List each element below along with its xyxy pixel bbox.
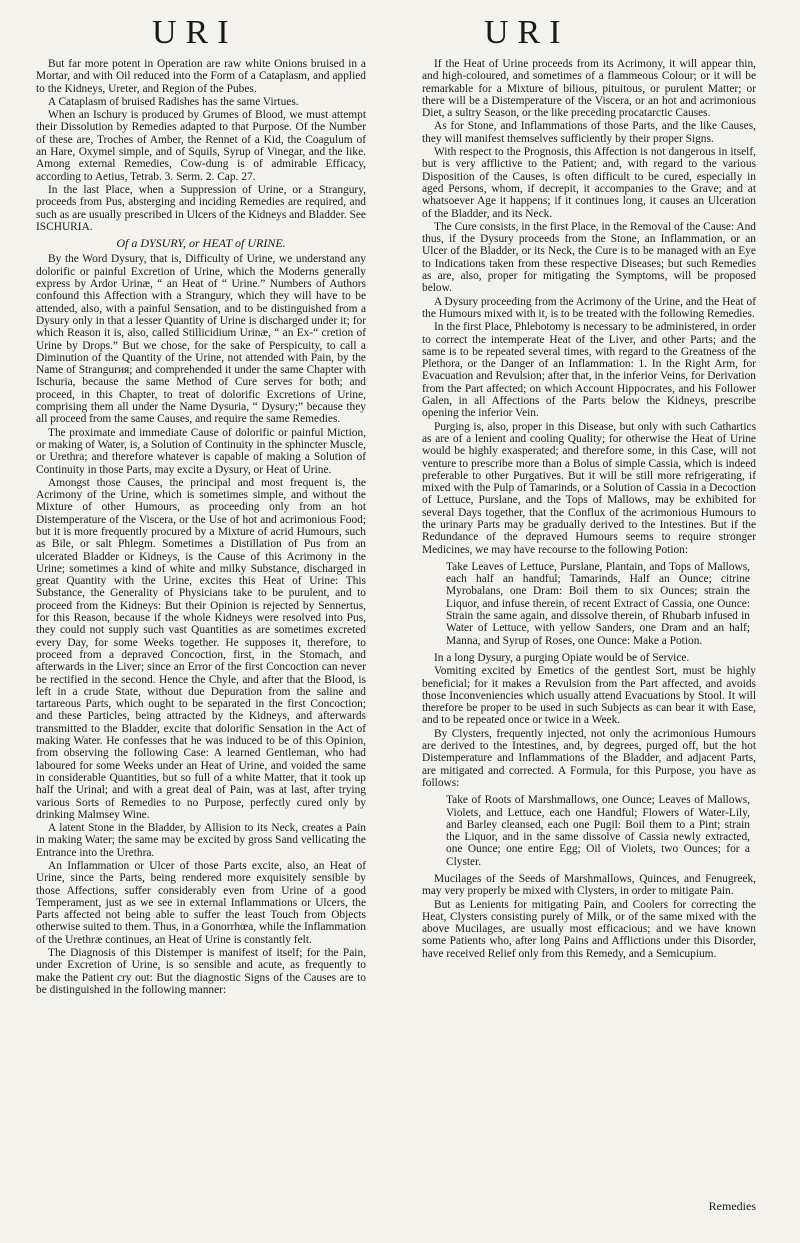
paragraph: A Cataplasm of bruised Radishes has the same Virtues. [48,95,299,108]
paragraph: By the Word Dysury, that is, Difficulty of Urine, we understand any dolorific or painful Excretion of Urine, which the Moderns generally express by Ardor Urinæ, “ an Heat of “ Urine.” Numbers of Authors confound this Affection with a Strangury, which they will have to be attended, also, with a painful Sensation, and to be distinguished from a Dysury only in that a lesser Quantity of Urine is discharged under it; for which Reason it is, also, called Stillicidium Urinæ, “ an Ex-“ cretion of Urine by Drops.” But we chose, for the sake of Perspicuity, to call a Diminution of the Quantity of the Urine, not attended with Pain, by the Name of Strangurия; and comprehended it under the same Chapter with Ischuria, because the same Method of Cure serves for both; and proceed, in this Chapter, to treat of dolorific Excretions of Urine, comprising them all under the Name Dysuria, “ Dysury;” because they all proceed from the same Causes, and require the same Remedies. [36,253,366,426]
paragraph: But as Lenients for mitigating Pain, and Coolers for correcting the Heat, Clysters consisting purely of Milk, or of the same mixed with the above Mucilages, are usually most efficacious; and we have known some Patients who, after long Pains and Afflictions under this Disorder, have received Relief only from this Remedy, and a Semicupium. [422,898,756,960]
paragraph: Amongst those Causes, the principal and most frequent is, the Acrimony of the Urine, which is sometimes simple, and without the Mixture of other Humours, as proceeding only from an hot Distemperature of the Viscera, or the Use of hot and acrimonious Food; but it is more frequently procured by a Mixture of acrid Humours, such as Bile, or salt Phlegm. Sometimes a Distillation of Pus from an ulcerated Bladder or Kidneys, is the Cause of this Acrimony in the Urine; sometimes a kind of white and milky Substance, discharged in great Quantity with the Urine, excites this Heat of Urine: This Substance, the Generality of Physicians take to be purulent, and to proceed from the Kidneys: But their Opinion is rejected by Sennertus, for this Reason, because if the whole Kidneys were resolved into Pus, they could not supply such vast Quantities as are sometimes excreted every Day, for some Weeks together. He supposes it, therefore, to proceed from a depraved Concoction, first, in the Stomach, and afterwards in the Liver; since an Error of the first Concoction can never be rectified in the second. Hence the Chyle, and after that the Blood, is left in a crude State, without due Depuration from the saline and tartareous Parts, which ought to be separated in the first Concoction; and these Particles, being attracted by the Kidneys, and afterwards transmitted to the Bladder, excite that dolorific Sensation in the Act of making Water. He confesses that he was induced to be of this Opinion, from observing the following Case: A learned Gentleman, who had laboured for some Weeks under an Heat of Urine, and voided the same in considerable Quantities, but so full of a white Matter, that it took up half the Urinal; and with a great deal of Pain, was at last, after trying various Sorts of Remedies to no Purpose, perfectly cured only by drinking Malmsey Wine. [36,476,366,821]
prescription-block [432,561,750,647]
prescription-text: Take Leaves of Lettuce, Purslane, Plantain, and Tops of Mallows, each half an handful; Tamarinds, Half an Ounce; citrine Myrobalans, one Dram: Boil them to six Ounces; strain the Liquor, and infuse therein, of recent Extract of Cassia, one Ounce: Strain the same again, and dissolve therein, of Rhubarb infused in Water of Lettuce, with yellow Sanders, one Dram and an half; Manna, and Syrup of Roses, one Ounce: Make a Potion. [446,560,750,647]
paragraph: The Diagnosis of this Distemper is manifest of itself; for the Pain, under Excretion of Urine, is so sensible and acute, as frequently to make the Patient cry out: But the diagnostic Signs of the Causes are to be distinguished in the following manner: [36,947,366,996]
left-column [36,58,366,997]
paragraph: The Cure consists, in the first Place, in the Removal of the Cause: And thus, if the Dysury proceeds from the Stone, an Inflammation, or an Ulcer of the Bladder, or its Neck, the Cure is to be managed with an Eye to Indications taken from these respective Diseases; but such Remedies as are, also, proper for mitigating the Symptoms, will be proposed below. [422,220,756,295]
running-head-left: URI [152,14,238,51]
catchword: Remedies [708,1199,756,1213]
paragraph: As for Stone, and Inflammations of those Parts, and the like Causes, they will manifest themselves sufficiently by their proper Signs. [422,120,756,145]
right-column [422,58,756,961]
paragraph: In the last Place, when a Suppression of Urine, or a Strangury, proceeds from Pus, absterging and inciding Remedies are required, and such as are usually prescribed in Ulcers of the Kidneys and Bladder. See ISCHURIA. [36,183,366,233]
paragraph: In a long Dysury, a purging Opiate would be of Service. [434,651,690,664]
paragraph: By Clysters, frequently injected, not only the acrimonious Humours are derived to the Intestines, and, by degrees, purged off, but the hot Distemperature and Inflammations of the Bladder, and adjacent Parts, are mitigated and corrected. A Formula, for this Purpose, you have as follows: [422,727,756,789]
paragraph: Mucilages of the Seeds of Marshmallows, Quinces, and Fenugreek, may very properly be mixed with Clysters, in order to mitigate Pain. [422,873,756,898]
running-head [0,14,800,54]
paragraph: When an Ischury is produced by Grumes of Blood, we must attempt their Dissolution by Remedies adapted to that Purpose. Of the Number of these are, Troches of Amber, the Rennet of a Kid, the Coagulum of an Hare, Oxymel simple, and of Squils, Syrup of Vinegar, and the like. Among external Remedies, Cow-dung is of admirable Efficacy, according to Aetius, Tetrab. 3. Serm. 2. Cap. 27. [36,109,366,183]
running-head-right: URI [484,14,570,51]
section-heading: Of a DYSURY, or HEAT of URINE. [116,236,286,251]
prescription-text: Take of Roots of Marshmallows, one Ounce; Leaves of Mallows, Violets, and Lettuce, each one Handful; Flowers of Water-Lily, and Barley cleansed, each one Pugil: Boil them to a Pint; strain the Liquor, and in the same dissolve of Cassia newly extracted, one Ounce; one entire Egg; Oil of Violets, two Ounces; for a Clyster. [446,794,750,868]
paragraph: Vomiting excited by Emetics of the gentlest Sort, must be highly beneficial; for it makes a Revulsion from the Part affected, and avoids those Inconveniencies which usually attend Evacuations by Stool. It will therefore be proper to be used in such Subjects as can bear it with Ease, and to be repeated once or twice in a Week. [422,665,756,727]
paragraph: In the first Place, Phlebotomy is necessary to be administered, in order to correct the intemperate Heat of the Liver, and other Parts; and the same is to be repeated several times, with regard to the Greatness of the Plethora, or the Danger of an Inflammation: 1. In the Right Arm, for Evacuation and Revulsion; after that, in the inferior Veins, for Derivation from the Part affected; on which Account Hippocrates, and his Follower Galen, in all Affections of the Parts below the Kidneys, prescribe opening the inferior Vein. [422,321,756,420]
paragraph: With respect to the Prognosis, this Affection is not dangerous in itself, but is very afflictive to the Patient; and, with regard to the various Disposition of the Causes, is often difficult to be cured, especially in aged Persons, whom, if decrepit, it accompanies to the Grave; and at whatsoever Age it happens; if it continues long, it causes an Ulceration of the Bladder, and its Neck. [422,146,756,220]
paragraph: An Inflammation or Ulcer of those Parts excite, also, an Heat of Urine, since the Parts, being rendered more exquisitely sensible by those Affections, suffer considerably even from Urine of a good Temperament, just as we see in external Inflammations or Ulcers, the Parts affected not being able to suffer the least Touch from Objects otherwise suited to them. Thus, in a Gonorrhœa, while the Inflammation of the Urethræ continues, an Heat of Urine is constantly felt. [36,860,366,946]
paragraph: But far more potent in Operation are raw white Onions bruised in a Mortar, and with Oil reduced into the Form of a Cataplasm, and applied to the Kidneys, Ureter, and Region of the Pubes. [36,58,366,95]
paragraph: A Dysury proceeding from the Acrimony of the Urine, and the Heat of the Humours mixed with it, is to be treated with the following Remedies. [422,295,756,320]
paragraph: The proximate and immediate Cause of dolorific or painful Miction, or making of Water, is, a Solution of Continuity in the sphincter Muscle, or Urethra; and therefore whatever is capable of making a Solution of Continuity in those Parts, may excite a Dysury, or Heat of Urine. [36,426,366,476]
paragraph: A latent Stone in the Bladder, by Allision to its Neck, creates a Pain in making Water; the same may be excited by gross Sand vellicating the Entrance into the Urethra. [36,822,366,859]
paragraph: Purging is, also, proper in this Disease, but only with such Cathartics as are of a lenient and cooling Quality; for otherwise the Heat of Urine would be highly exasperated; and therefore some, in this Case, will not venture to prescribe more than a Bolus of simple Cassia, which is indeed preferable to other Purgatives. But it will be still more refrigerating, if mixed with the Pulp of Tamarinds, or a Solution of Cassia in a Decoction of Lettuce, Purslane, and the Tops of Mallows, may be exhibited for several Days together, that the Conflux of the acrimonious Humours to the urinary Parts may be gradually derived to the Intestines. But if the Redundance of the depraved Humours seems to require stronger Medicines, we may have recourse to the following Potion: [422,420,756,556]
paragraph: If the Heat of Urine proceeds from its Acrimony, it will appear thin, and high-coloured, and sometimes of a flammeous Colour; or it will be remarkable for a Mixture of bilious, pituitous, or purulent Matter; or there will be a Distemperature of the Viscera, or an hot and acrimonious Diet, a sultry Season, or the like preceding procatarctic Causes. [422,58,756,120]
prescription-block [432,794,750,868]
